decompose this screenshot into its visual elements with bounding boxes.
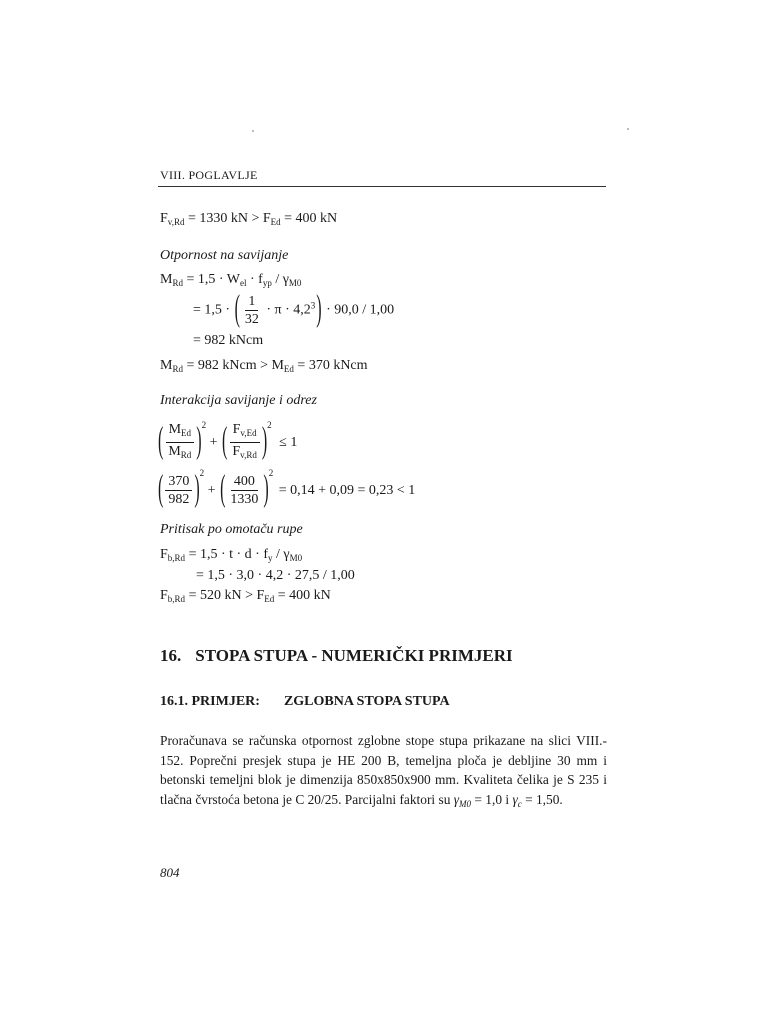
example-paragraph: Proračunava se računska otpornost zglobne stope stupa prikazane na slici VIII.- 152. Poprečni presjek stupa je HE 200 B, temeljna ploča je debljine 30 mm i betonski temeljni blok je dimenzija 850x850x900 mm. Kvaliteta čelika je S 235 i tlačna čvrstoća betona je C 20/25. Parcijalni faktori su $\gamma_{M0} = 1,0$ i $\gamma_c = 1,50$. [160, 733, 607, 809]
bearing-eq-line1: $F_{b,Rd} = 1,5 \cdot t \cdot d \cdot f_y / \gamma_{M0}$ [160, 547, 303, 563]
bending-eq-line2: = 1,5 · ( $\frac{1}{32}$ · $\pi \cdot 4,2^3) \cdot 90,0 / 1,00$ [193, 289, 395, 329]
bending-eq-line3: = 982 kNcm [193, 333, 264, 348]
scan-speck [627, 128, 629, 130]
section-title-interaction: Interakcija savijanje i odrez [160, 393, 317, 408]
interaction-eq-general: ( $\frac{M_{Ed}}{M_{Rd}}$ )$^2$ + ( $\frac{F_{v,Ed}}{F_{v,Rd}}$ )$^2$ ≤ 1 [158, 420, 298, 462]
header-rule [158, 186, 606, 187]
section-title-bearing: Pritisak po omotaču rupe [160, 522, 303, 537]
page-number: 804 [160, 865, 180, 880]
interaction-eq-numeric: ( $\frac{370}{982}$ )$^2$ + ( $\frac{400}{1330}$ )$^2$ = 0,14 + 0,09 = 0,23 < 1 [158, 468, 416, 510]
example-heading: 16.1. PRIMJER: ZGLOBNA STOPA STUPA [160, 694, 450, 709]
chapter-header: VIII. POGLAVLJE [160, 168, 258, 182]
section-title-bending: Otpornost na savijanje [160, 248, 289, 263]
bending-eq-line1: $M_{Rd} = 1,5 \cdot W_{el} \cdot f_{yp} / \gamma_{M0}$ [160, 272, 302, 288]
bending-eq-check: $M_{Rd} = 982$ kNcm > $M_{Ed} = 370$ kNcm [160, 358, 368, 374]
shear-resistance-eq: $F_{v,Rd} = 1330$ kN > $F_{Ed} = 400$ kN [160, 211, 338, 227]
bearing-eq-check: $F_{b,Rd} = 520$ kN > $F_{Ed} = 400$ kN [160, 588, 331, 604]
chapter-heading: 16. STOPA STUPA - NUMERIČKI PRIMJERI [160, 646, 513, 665]
scan-speck [252, 130, 254, 132]
bearing-eq-line2: = 1,5 · 3,0 · 4,2 · 27,5 / 1,00 [196, 568, 355, 583]
